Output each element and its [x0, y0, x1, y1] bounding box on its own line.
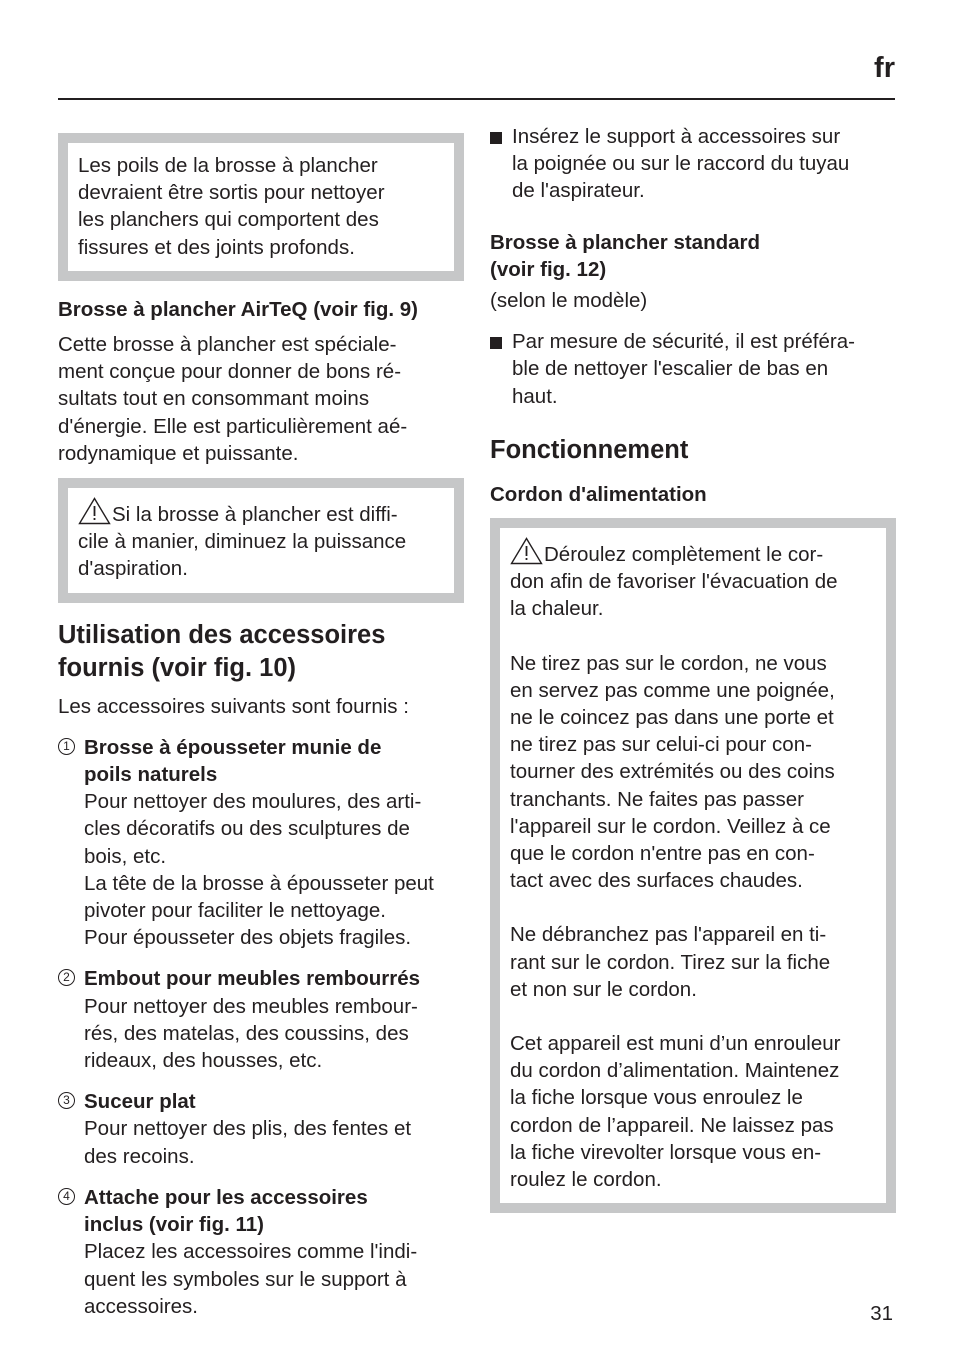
- note-line: les planchers qui comportent des: [78, 208, 379, 232]
- accessories-intro: Les accessoires suivants sont fournis :: [58, 694, 409, 718]
- standard-brush-heading: (voir fig. 12): [490, 257, 607, 281]
- right-column: [490, 123, 896, 1213]
- number-badge: 4: [58, 1188, 75, 1205]
- airteq-text: Cette brosse à plancher est spéciale- ment conçue pour donner de bons ré- sultats tout en consommant moins d'énergie. Elle est particulièrement aé- rodynamique et puissante.: [58, 333, 408, 465]
- warning-icon: [78, 497, 111, 525]
- warning-icon: [510, 537, 543, 565]
- cord-heading: Cordon d'alimentation: [490, 482, 707, 506]
- number-badge: 1: [58, 738, 75, 755]
- note-line: Les poils de la brosse à plancher: [78, 154, 378, 177]
- page-number: 31: [870, 1302, 893, 1325]
- airteq-heading: Brosse à plancher AirTeQ (voir fig. 9): [58, 297, 418, 321]
- note-box: [58, 133, 464, 281]
- bullet-square: [490, 132, 502, 144]
- language-code: fr: [874, 52, 895, 84]
- note-line: devraient être sortis pour nettoyer: [78, 181, 385, 205]
- warning-box: Si la brosse à plancher est diffi- cile à manier, diminuez la puissance d'aspiration.: [58, 478, 464, 603]
- header-rule: [58, 98, 895, 100]
- section-title-operation: Fonctionnement: [490, 435, 689, 464]
- note-line: fissures et des joints profonds.: [78, 235, 355, 259]
- standard-brush-heading: Brosse à plancher standard: [490, 230, 761, 254]
- accessory-item: 1 Brosse à épousseter munie de poils naturels Pour nettoyer des moulures, des arti- cles décoratifs ou des sculptures de bois, etc. La tête de la brosse à épousseter peut pivoter pour faciliter le nettoyage. Pour épousseter des objets fragiles.: [58, 734, 464, 952]
- model-note: (selon le modèle): [490, 289, 648, 313]
- warning-text: Déroulez complètement le cor-: [544, 543, 824, 567]
- accessory-item: 2 Embout pour meubles rembourrés Pour nettoyer des meubles rembour- rés, des matelas, des coussins, des rideaux, des housses, etc.: [58, 965, 464, 1074]
- accessory-item: 4 Attache pour les accessoires inclus (voir fig. 11) Placez les accessoires comme l'indi- quent les symboles sur le support à accessoires.: [58, 1184, 464, 1320]
- section-title-accessories: fournis (voir fig. 10): [58, 653, 297, 682]
- bullet-square: [490, 337, 502, 349]
- bullet-item: Par mesure de sécurité, il est préféra- ble de nettoyer l'escalier de bas en haut.: [490, 328, 896, 410]
- section-title-accessories: Utilisation des accessoires: [58, 620, 386, 649]
- cord-warning-box: Déroulez complètement le cor- don afin de favoriser l'évacuation de la chaleur. Ne tirez pas sur le cordon, ne vous en servez pas comme une poignée, ne le coincez pas dans une porte et ne tirez pas sur celui-ci pour con- tourner des extrémités ou des coins tranchants. Ne faites pas passer l'appareil sur le cordon. Veillez à ce que le cordon n'entre pas en con- tact avec des surfaces chaudes. Ne débranchez pas l'appareil en ti- rant sur le cordon. Tirez sur la fiche et non sur le cordon. Cet appareil est muni d’un enrouleur du cordon d’alimentation. Maintenez la fiche lorsque vous enroulez le cordon de l’appareil. Ne laissez pas la fiche virevolter lorsque vous en- roulez le cordon.: [490, 518, 896, 1213]
- accessory-item: 3 Suceur plat Pour nettoyer des plis, des fentes et des recoins.: [58, 1088, 464, 1170]
- number-badge: 2: [58, 969, 75, 986]
- left-column: [58, 123, 464, 1320]
- warning-text: Si la brosse à plancher est diffi-: [112, 503, 398, 527]
- bullet-item: Insérez le support à accessoires sur la poignée ou sur le raccord du tuyau de l'aspirateur.: [490, 123, 896, 205]
- number-badge: 3: [58, 1092, 75, 1109]
